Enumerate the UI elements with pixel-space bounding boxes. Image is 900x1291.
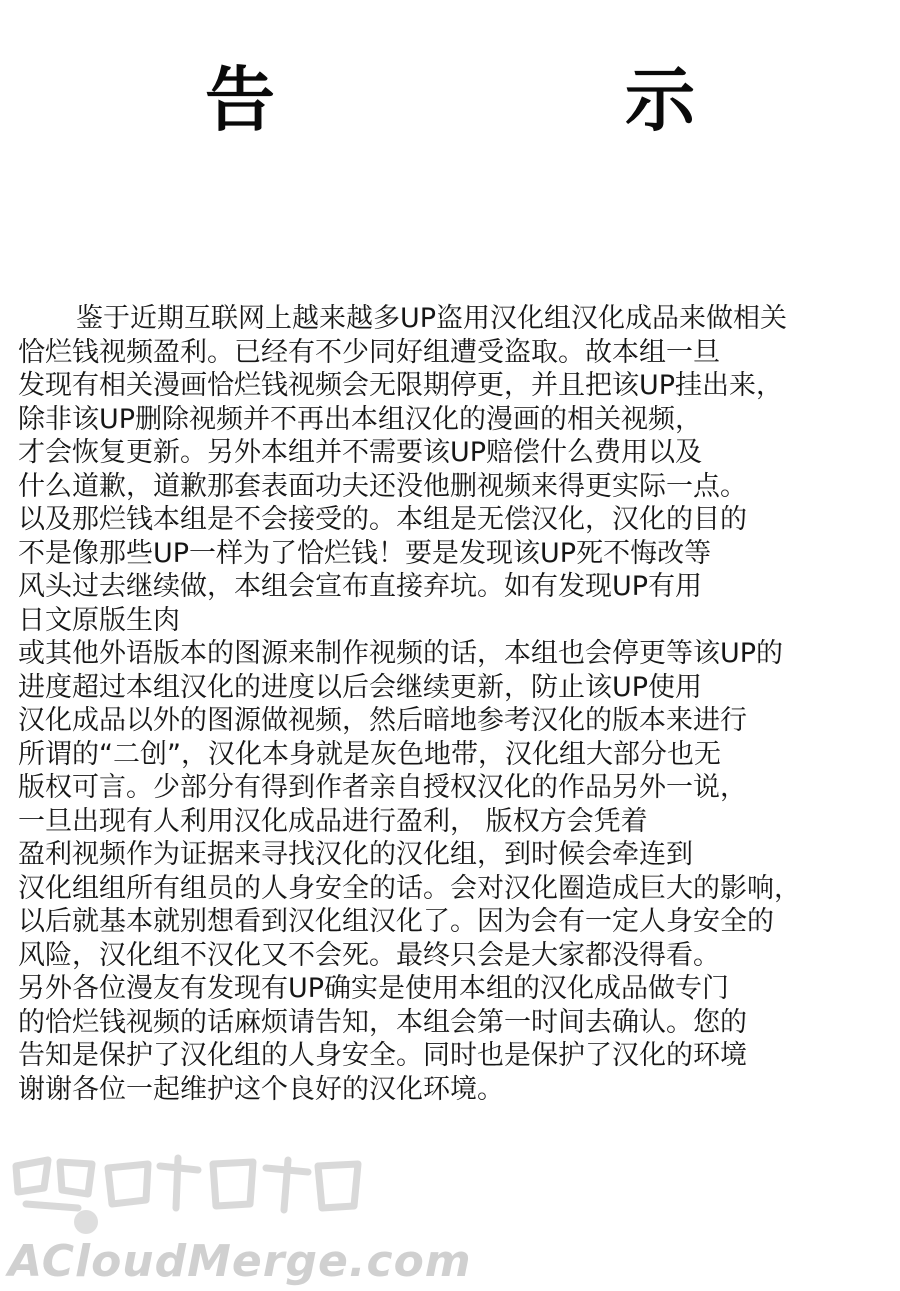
notice-line: 鉴于近期互联网上越来越多UP盗用汉化组汉化成品来做相关	[76, 303, 788, 334]
notice-line: 发现有相关漫画恰烂钱视频会无限期停更，并且把该UP挂出来，	[18, 370, 784, 401]
notice-line: 什么道歉，道歉那套表面功夫还没他删视频来得更实际一点。	[18, 470, 747, 502]
notice-line: 以及那烂钱本组是不会接受的。本组是无偿汉化，汉化的目的	[18, 504, 747, 535]
notice-body	[18, 302, 894, 1106]
notice-line: 汉化成品以外的图源做视频，然后暗地参考汉化的版本来进行	[18, 705, 747, 736]
notice-line: 谢谢各位一起维护这个良好的汉化环境。	[18, 1073, 504, 1105]
notice-line: 恰烂钱视频盈利。已经有不少同好组遭受盗取。故本组一旦	[18, 336, 720, 368]
notice-line: 告知是保护了汉化组的人身安全。同时也是保护了汉化的环境	[18, 1040, 747, 1071]
watermark-logo-icon	[8, 1148, 388, 1238]
notice-line: 除非该UP删除视频并不再出本组汉化的漫画的相关视频，	[18, 403, 703, 435]
notice-line: 或其他外语版本的图源来制作视频的话，本组也会停更等该UP的	[18, 638, 784, 669]
notice-line: 版权可言。少部分有得到作者亲自授权汉化的作品另外一说，	[18, 772, 747, 803]
notice-line: 日文原版生肉	[18, 604, 180, 636]
notice-line: 所谓的“二创”，汉化本身就是灰色地带，汉化组大部分也无	[18, 738, 721, 770]
notice-line: 不是像那些UP一样为了恰烂钱！要是发现该UP死不悔改等	[18, 537, 712, 569]
notice-line: 另外各位漫友有发现有UP确实是使用本组的汉化成品做专门	[18, 973, 730, 1004]
notice-line: 才会恢复更新。另外本组并不需要该UP赔偿什么费用以及	[18, 437, 703, 468]
notice-line: 风险，汉化组不汉化又不会死。最终只会是大家都没得看。	[18, 939, 720, 971]
notice-line: 汉化组组所有组员的人身安全的话。会对汉化圈造成巨大的影响，	[18, 872, 801, 904]
notice-line: 风头过去继续做，本组会宣布直接弃坑。如有发现UP有用	[18, 571, 703, 602]
notice-line: 以后就基本就别想看到汉化组汉化了。因为会有一定人身安全的	[18, 906, 774, 937]
notice-line: 的恰烂钱视频的话麻烦请告知，本组会第一时间去确认。您的	[18, 1006, 747, 1038]
watermark-text: ACloudMerge.com	[8, 1236, 472, 1287]
notice-line: 盈利视频作为证据来寻找汉化的汉化组，到时候会牵连到	[18, 839, 693, 870]
notice-line: 一旦出现有人利用汉化成品进行盈利， 版权方会凭着	[18, 805, 648, 837]
site-watermark	[8, 1148, 472, 1287]
notice-line: 进度超过本组汉化的进度以后会继续更新，防止该UP使用	[18, 671, 703, 703]
notice-title: 告 示	[205, 59, 835, 141]
